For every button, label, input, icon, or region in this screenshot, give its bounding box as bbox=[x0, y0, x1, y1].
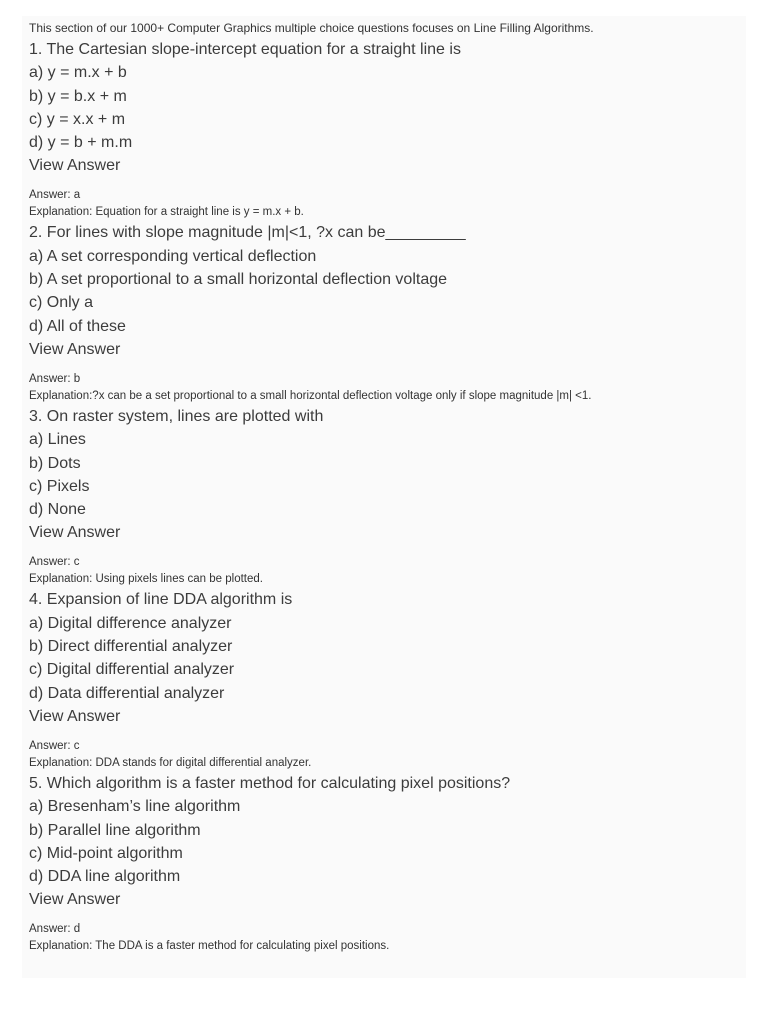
explanation-text: Explanation: DDA stands for digital differential analyzer. bbox=[29, 756, 312, 769]
answer-box bbox=[29, 545, 745, 588]
option-b: b) Direct differential analyzer bbox=[29, 638, 233, 656]
answer-box bbox=[29, 362, 745, 405]
option-b: b) Parallel line algorithm bbox=[29, 821, 201, 839]
view-answer-link[interactable]: View Answer bbox=[29, 524, 121, 542]
option-b: b) Dots bbox=[29, 454, 81, 472]
option-d: d) y = b + m.m bbox=[29, 134, 133, 152]
answer-text: Answer: c bbox=[29, 739, 80, 752]
mcq-content bbox=[29, 20, 745, 955]
answer-box bbox=[29, 912, 745, 955]
option-c: c) Mid-point algorithm bbox=[29, 844, 183, 862]
question-text: 5. Which algorithm is a faster method for calculating pixel positions? bbox=[29, 774, 511, 792]
question-block-1 bbox=[29, 38, 745, 221]
view-answer-link[interactable]: View Answer bbox=[29, 157, 121, 175]
explanation-text: Explanation: Equation for a straight line is y = m.x + b. bbox=[29, 206, 304, 219]
view-answer-link[interactable]: View Answer bbox=[29, 340, 121, 358]
document-page bbox=[22, 16, 746, 978]
question-block-2 bbox=[29, 221, 745, 404]
intro-text: This section of our 1000+ Computer Graphics multiple choice questions focuses on Line Filling Algorithms. bbox=[29, 21, 594, 35]
question-block-3 bbox=[29, 405, 745, 588]
view-answer-link[interactable]: View Answer bbox=[29, 707, 121, 725]
option-a: a) Bresenham’s line algorithm bbox=[29, 798, 241, 816]
explanation-text: Explanation: The DDA is a faster method for calculating pixel positions. bbox=[29, 940, 390, 953]
option-a: a) Lines bbox=[29, 431, 86, 449]
explanation-text: Explanation:?x can be a set proportional to a small horizontal deflection voltage only if slope magnitude |m| <1. bbox=[29, 389, 592, 402]
answer-text: Answer: d bbox=[29, 923, 81, 936]
option-d: d) DDA line algorithm bbox=[29, 868, 181, 886]
option-b: b) y = b.x + m bbox=[29, 87, 127, 105]
option-a: a) y = m.x + b bbox=[29, 64, 127, 82]
option-c: c) Only a bbox=[29, 294, 94, 312]
question-text: 1. The Cartesian slope-intercept equation for a straight line is bbox=[29, 41, 461, 58]
option-c: c) y = x.x + m bbox=[29, 110, 126, 128]
view-answer-link[interactable]: View Answer bbox=[29, 891, 121, 909]
question-block-5 bbox=[29, 772, 745, 955]
option-a: a) A set corresponding vertical deflection bbox=[29, 247, 317, 265]
option-b: b) A set proportional to a small horizontal deflection voltage bbox=[29, 271, 448, 289]
explanation-text: Explanation: Using pixels lines can be plotted. bbox=[29, 573, 263, 586]
option-d: d) All of these bbox=[29, 317, 126, 335]
answer-box bbox=[29, 729, 745, 772]
option-c: c) Pixels bbox=[29, 477, 90, 495]
answer-text: Answer: a bbox=[29, 189, 81, 202]
question-text: 4. Expansion of line DDA algorithm is bbox=[29, 591, 293, 609]
option-d: d) Data differential analyzer bbox=[29, 684, 225, 702]
question-block-4 bbox=[29, 588, 745, 771]
option-c: c) Digital differential analyzer bbox=[29, 661, 235, 679]
question-text: 2. For lines with slope magnitude |m|<1, ?x can be_________ bbox=[29, 224, 466, 242]
answer-text: Answer: c bbox=[29, 556, 80, 569]
answer-text: Answer: b bbox=[29, 372, 81, 385]
answer-box bbox=[29, 178, 745, 221]
question-text: 3. On raster system, lines are plotted with bbox=[29, 407, 324, 425]
option-a: a) Digital difference analyzer bbox=[29, 614, 232, 632]
option-d: d) None bbox=[29, 501, 86, 519]
